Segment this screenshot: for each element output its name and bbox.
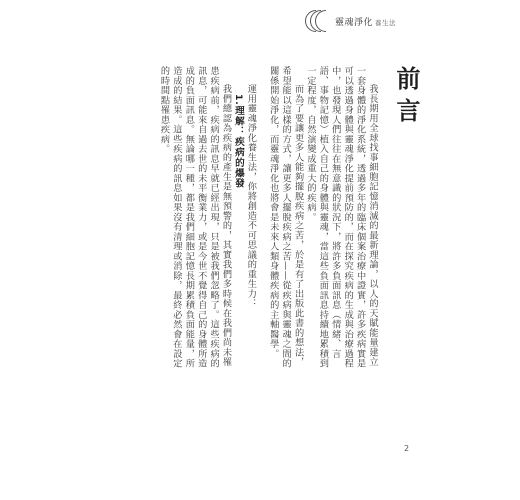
page-heading: 前言 bbox=[392, 66, 421, 130]
vertical-body-text bbox=[113, 66, 419, 376]
running-header bbox=[305, 8, 396, 34]
paragraph-2: 而為了要讓更多人能夠擺脫疾病之苦，於是有了出版此書的想法，希望能以這樣的方式，讓更多人擺脫疾病之苦——從疾病與靈魂之間的關係開始淨化，而靈魂淨化也將會是未來人類身體疾病的主軸醫學。 bbox=[267, 66, 304, 369]
header-title-main: 靈魂淨化 bbox=[335, 17, 374, 28]
paragraph-spacer bbox=[256, 66, 266, 376]
section-heading bbox=[232, 94, 244, 376]
section-title: 理解：疾病的爆發 bbox=[232, 105, 244, 189]
header-title-sub: 養生法 bbox=[375, 18, 397, 27]
header-title bbox=[335, 15, 396, 28]
paragraph-3: 運用靈魂淨化養生法，你將創造不可思議的重生力： bbox=[245, 84, 257, 309]
section-number: 1. bbox=[232, 93, 244, 106]
paragraph-1: 我長期用全球找事細胞記憶消滅的最新理論，以人的天賦能量建立一套身體的淨化系統，透過多年的臨床個案治療中證實，許多疾病實是可以透過身體與靈魂淨化提前預防的，而在探究疾病的生成與治療過程中，也發現人們往往在無意識的狀況下，將許多負面訊息（情緒、言語、事物記憶）植入自己的身體與靈魂，當這些負面訊息持續地累積到一定程度，自然演變成重大的疾病。 bbox=[304, 66, 378, 369]
page-number: 2 bbox=[404, 444, 410, 453]
section-paragraph: 我們總認為疾病的產生是無預警的，其實我們多時候在我們尚未罹患疾病前，疾病的訊息早就已經出現，只是被我們忽略了。這些疾病的訊息，可能來自過去世的未平衡業力，或是今世不覺得自己的身體所造成的負面訊息。無論哪一種，都是我們細胞記憶長期累積負面能量，所造成的結果。這些疾病的訊息如果沒有清理或消除，最終必然會在設定的時間點罹患疾病。 bbox=[158, 66, 232, 369]
header-arcs-decoration bbox=[305, 8, 341, 34]
